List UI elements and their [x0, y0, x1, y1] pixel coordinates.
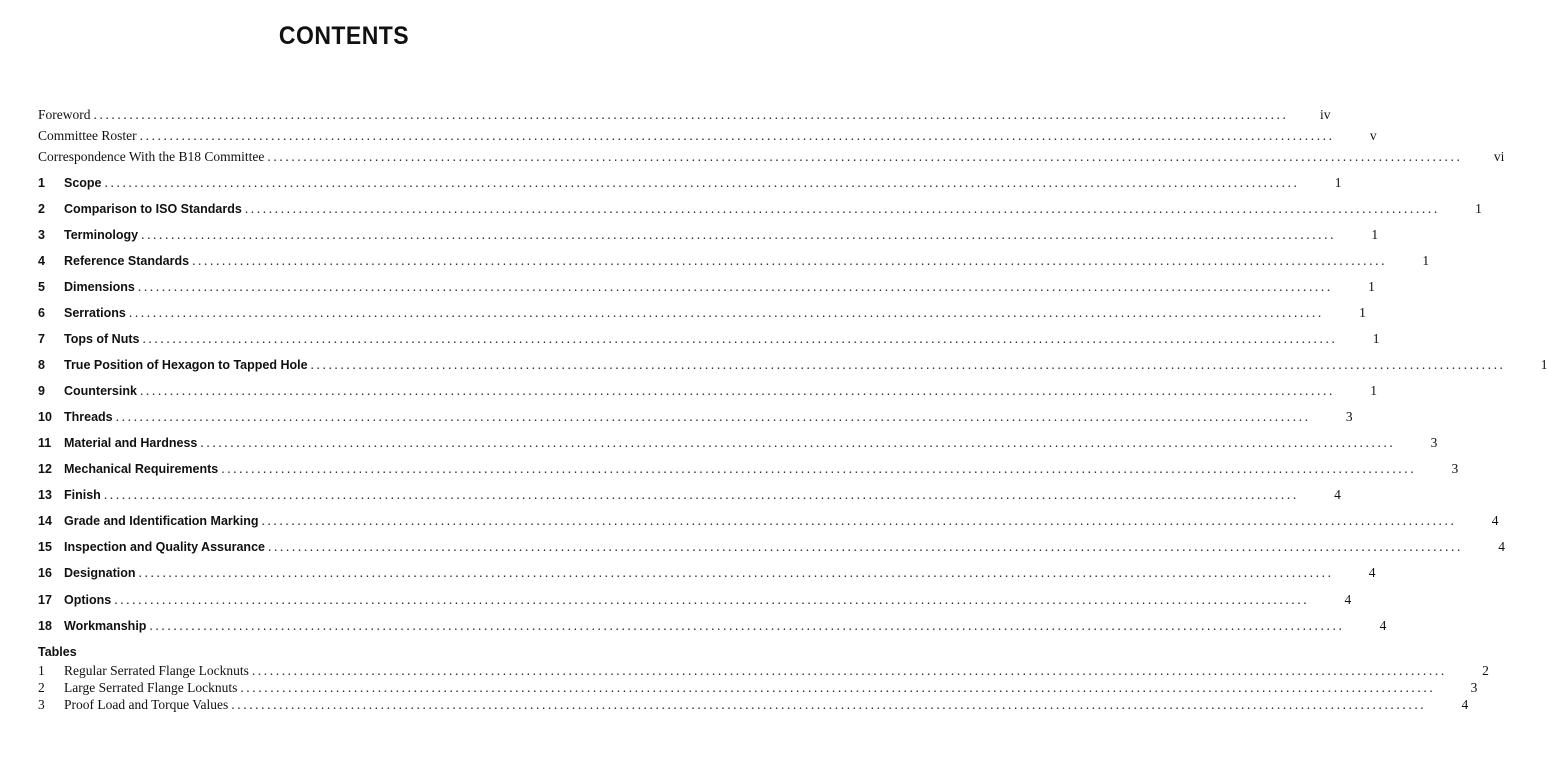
- toc-section-12[interactable]: [38, 461, 1459, 479]
- table-number: 2: [38, 680, 45, 695]
- dot-leader: ........................................................................................................................................................................................................: [138, 565, 1334, 580]
- section-title: Scope: [64, 176, 102, 190]
- section-page: 1: [1370, 383, 1377, 398]
- section-number: 11: [38, 436, 52, 450]
- toc-section-14[interactable]: [38, 513, 1499, 531]
- section-page: 3: [1430, 435, 1438, 450]
- dot-leader: ........................................................................................................................................................................................................: [200, 435, 1396, 450]
- toc-section-2[interactable]: [38, 201, 1482, 219]
- dot-leader: ........................................................................................................................................................................................................: [261, 513, 1457, 528]
- toc-table-1[interactable]: [38, 663, 1489, 681]
- section-number: 10: [38, 410, 52, 424]
- section-page: 4: [1379, 618, 1387, 633]
- toc-section-11[interactable]: [38, 435, 1438, 453]
- section-page: 3: [1345, 409, 1353, 424]
- toc-section-3[interactable]: [38, 227, 1379, 245]
- section-page: 4: [1344, 592, 1352, 607]
- section-page: 1: [1422, 253, 1430, 268]
- section-number: 13: [38, 488, 52, 502]
- dot-leader: ........................................................................................................................................................................................................: [251, 663, 1447, 678]
- section-title: True Position of Hexagon to Tapped Hole: [64, 358, 308, 372]
- section-title: Serrations: [64, 306, 126, 320]
- section-number: 4: [38, 254, 45, 268]
- dot-leader: ........................................................................................................................................................................................................: [192, 253, 1388, 268]
- section-page: 1: [1334, 175, 1342, 190]
- toc-section-13[interactable]: [38, 487, 1341, 505]
- dot-leader: ........................................................................................................................................................................................................: [240, 680, 1436, 695]
- section-title: Inspection and Quality Assurance: [64, 540, 265, 554]
- dot-leader: ........................................................................................................................................................................................................: [267, 539, 1463, 554]
- section-number: 3: [38, 228, 45, 242]
- table-page: 2: [1482, 663, 1489, 678]
- section-title: Tops of Nuts: [64, 332, 140, 346]
- dot-leader: ........................................................................................................................................................................................................: [244, 201, 1440, 216]
- dot-leader: ........................................................................................................................................................................................................: [104, 175, 1300, 190]
- toc-entry-label: Foreword: [38, 107, 91, 122]
- dot-leader: ........................................................................................................................................................................................................: [149, 618, 1345, 633]
- section-title: Countersink: [64, 384, 137, 398]
- dot-leader: ........................................................................................................................................................................................................: [142, 331, 1338, 346]
- section-page: 4: [1334, 487, 1341, 502]
- dot-leader: ........................................................................................................................................................................................................: [114, 592, 1310, 607]
- toc-section-18[interactable]: [38, 618, 1387, 636]
- section-page: 1: [1475, 201, 1482, 216]
- section-title: Terminology: [64, 228, 139, 242]
- section-title: Grade and Identification Marking: [64, 514, 259, 528]
- section-title: Finish: [64, 488, 101, 502]
- section-page: 4: [1368, 565, 1376, 580]
- section-number: 1: [38, 176, 45, 190]
- toc-section-16[interactable]: [38, 565, 1376, 583]
- section-page: 4: [1498, 539, 1505, 554]
- toc-entry-page: vi: [1493, 149, 1505, 164]
- section-number: 17: [38, 593, 52, 607]
- section-page: 1: [1372, 331, 1380, 346]
- section-page: 1: [1540, 357, 1548, 372]
- section-number: 9: [38, 384, 45, 398]
- dot-leader: ........................................................................................................................................................................................................: [310, 357, 1506, 372]
- table-page: 3: [1470, 680, 1478, 695]
- table-number: 3: [38, 697, 45, 712]
- section-number: 2: [38, 202, 45, 216]
- toc-entry-correspondence[interactable]: [38, 149, 1505, 167]
- table-title: Large Serrated Flange Locknuts: [64, 680, 238, 695]
- section-number: 14: [38, 514, 52, 528]
- toc-section-4[interactable]: [38, 253, 1430, 271]
- toc-table-2[interactable]: [38, 680, 1478, 698]
- section-title: Mechanical Requirements: [64, 462, 219, 476]
- toc-section-5[interactable]: [38, 279, 1375, 297]
- dot-leader: ........................................................................................................................................................................................................: [139, 128, 1335, 143]
- section-number: 18: [38, 619, 52, 633]
- table-title: Regular Serrated Flange Locknuts: [64, 663, 249, 678]
- section-title: Designation: [64, 566, 136, 580]
- section-title: Dimensions: [64, 280, 135, 294]
- toc-entry-foreword[interactable]: [38, 107, 1331, 125]
- dot-leader: ........................................................................................................................................................................................................: [139, 383, 1335, 398]
- tables-heading: Tables: [38, 645, 77, 659]
- toc-entry-committee-roster[interactable]: [38, 128, 1377, 146]
- toc-section-7[interactable]: [38, 331, 1380, 349]
- toc-section-8[interactable]: [38, 357, 1548, 375]
- section-number: 15: [38, 540, 52, 554]
- dot-leader: ........................................................................................................................................................................................................: [231, 697, 1427, 712]
- section-title: Options: [64, 593, 112, 607]
- toc-entry-page: iv: [1319, 107, 1331, 122]
- section-title: Threads: [64, 410, 113, 424]
- toc-entry-label: Correspondence With the B18 Committee: [38, 149, 265, 164]
- toc-section-17[interactable]: [38, 592, 1352, 610]
- toc-entry-page: v: [1369, 128, 1377, 143]
- section-title: Comparison to ISO Standards: [64, 202, 242, 216]
- section-number: 8: [38, 358, 45, 372]
- dot-leader: ........................................................................................................................................................................................................: [221, 461, 1417, 476]
- toc-table-3[interactable]: [38, 697, 1469, 715]
- toc-section-15[interactable]: [38, 539, 1505, 557]
- section-page: 1: [1371, 227, 1379, 242]
- section-page: 3: [1451, 461, 1459, 476]
- toc-section-10[interactable]: [38, 409, 1353, 427]
- toc-section-1[interactable]: [38, 175, 1342, 193]
- section-number: 7: [38, 332, 45, 346]
- section-number: 12: [38, 462, 52, 476]
- section-number: 16: [38, 566, 52, 580]
- toc-section-9[interactable]: [38, 383, 1377, 401]
- dot-leader: ........................................................................................................................................................................................................: [103, 487, 1299, 502]
- dot-leader: ........................................................................................................................................................................................................: [128, 305, 1324, 320]
- section-page: 1: [1368, 279, 1375, 294]
- section-number: 5: [38, 280, 45, 294]
- section-title: Reference Standards: [64, 254, 190, 268]
- page-title: CONTENTS: [278, 22, 410, 50]
- table-title: Proof Load and Torque Values: [64, 697, 229, 712]
- dot-leader: ........................................................................................................................................................................................................: [141, 227, 1337, 242]
- dot-leader: ........................................................................................................................................................................................................: [115, 409, 1311, 424]
- section-title: Material and Hardness: [64, 436, 198, 450]
- section-title: Workmanship: [64, 619, 147, 633]
- dot-leader: ........................................................................................................................................................................................................: [267, 149, 1463, 164]
- section-page: 1: [1359, 305, 1366, 320]
- section-page: 4: [1491, 513, 1499, 528]
- toc-entry-label: Committee Roster: [38, 128, 137, 143]
- dot-leader: ........................................................................................................................................................................................................: [137, 279, 1333, 294]
- table-number: 1: [38, 663, 45, 678]
- section-number: 6: [38, 306, 45, 320]
- table-page: 4: [1461, 697, 1469, 712]
- dot-leader: ........................................................................................................................................................................................................: [93, 107, 1289, 122]
- toc-section-6[interactable]: [38, 305, 1366, 323]
